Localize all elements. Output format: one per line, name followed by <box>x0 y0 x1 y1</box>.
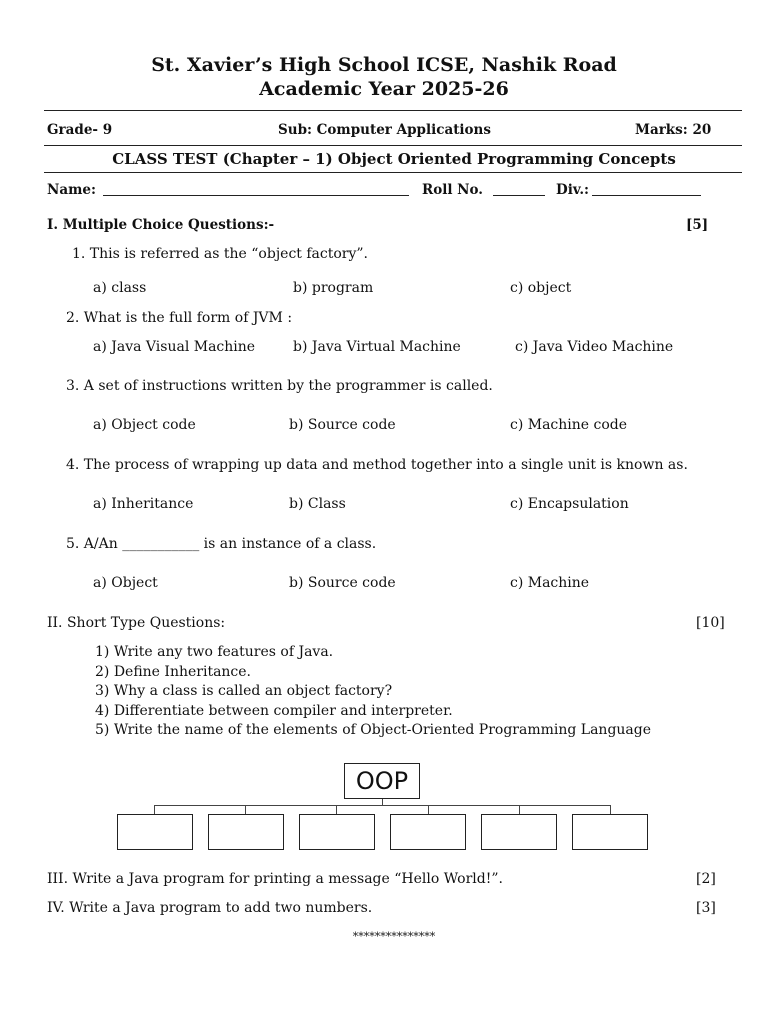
option: a) class <box>93 280 147 296</box>
marks-label: Marks: 20 <box>635 122 712 138</box>
short-question: 3) Why a class is called an object factory? <box>95 683 393 699</box>
oop-element-box[interactable] <box>572 814 648 850</box>
section4-question: IV. Write a Java program to add two numbers. <box>47 900 373 916</box>
divider <box>44 172 742 173</box>
short-question: 5) Write the name of the elements of Object-Oriented Programming Language <box>95 722 652 738</box>
option: a) Object code <box>93 417 196 433</box>
footer-stars: *************** <box>352 930 436 943</box>
connector-line <box>428 805 429 814</box>
option: c) Machine code <box>510 417 628 433</box>
name-label: Name: <box>47 182 96 198</box>
subject-label: Sub: Computer Applications <box>278 122 491 138</box>
option: b) Class <box>289 496 346 512</box>
oop-root-box: OOP <box>344 763 420 799</box>
oop-element-box[interactable] <box>299 814 375 850</box>
short-question: 4) Differentiate between compiler and interpreter. <box>95 703 453 719</box>
name-blank[interactable] <box>103 195 409 196</box>
option: b) Source code <box>289 417 396 433</box>
option: b) program <box>293 280 374 296</box>
connector-line <box>154 805 611 806</box>
div-label: Div.: <box>556 182 590 198</box>
connector-line <box>336 805 337 814</box>
section3-question: III. Write a Java program for printing a message “Hello World!”. <box>47 871 503 887</box>
oop-element-box[interactable] <box>481 814 557 850</box>
question-1: 1. This is referred as the “object factory”. <box>72 246 368 262</box>
section2-marks: [10] <box>696 615 725 631</box>
short-question: 2) Define Inheritance. <box>95 664 252 680</box>
section3-marks: [2] <box>696 871 716 887</box>
option: c) object <box>510 280 572 296</box>
divider <box>44 110 742 111</box>
short-question: 1) Write any two features of Java. <box>95 644 334 660</box>
question-2: 2. What is the full form of JVM : <box>66 310 293 326</box>
oop-element-box[interactable] <box>208 814 284 850</box>
question-5: 5. A/An ___________ is an instance of a class. <box>66 536 377 552</box>
roll-label: Roll No. <box>422 182 483 198</box>
school-name: St. Xavier’s High School ICSE, Nashik Road <box>151 54 617 76</box>
section2-heading: II. Short Type Questions: <box>47 615 226 631</box>
oop-element-box[interactable] <box>117 814 193 850</box>
section1-heading: I. Multiple Choice Questions:- <box>47 217 275 233</box>
grade-label: Grade- 9 <box>47 122 113 138</box>
section1-marks: [5] <box>686 217 709 233</box>
option: b) Java Virtual Machine <box>293 339 461 355</box>
section4-marks: [3] <box>696 900 716 916</box>
option: a) Object <box>93 575 158 591</box>
academic-year: Academic Year 2025-26 <box>259 78 509 100</box>
option: c) Machine <box>510 575 590 591</box>
option: a) Java Visual Machine <box>93 339 256 355</box>
divider <box>44 145 742 146</box>
oop-element-box[interactable] <box>390 814 466 850</box>
connector-line <box>519 805 520 814</box>
test-title: CLASS TEST (Chapter – 1) Object Oriented Programming Concepts <box>112 150 676 168</box>
roll-blank[interactable] <box>493 195 545 196</box>
connector-line <box>610 805 611 814</box>
option: b) Source code <box>289 575 396 591</box>
div-blank[interactable] <box>592 195 701 196</box>
connector-line <box>245 805 246 814</box>
question-4: 4. The process of wrapping up data and method together into a single unit is known as. <box>66 457 688 473</box>
option: c) Encapsulation <box>510 496 629 512</box>
connector-line <box>154 805 155 814</box>
option: c) Java Video Machine <box>515 339 674 355</box>
question-3: 3. A set of instructions written by the programmer is called. <box>66 378 493 394</box>
option: a) Inheritance <box>93 496 194 512</box>
